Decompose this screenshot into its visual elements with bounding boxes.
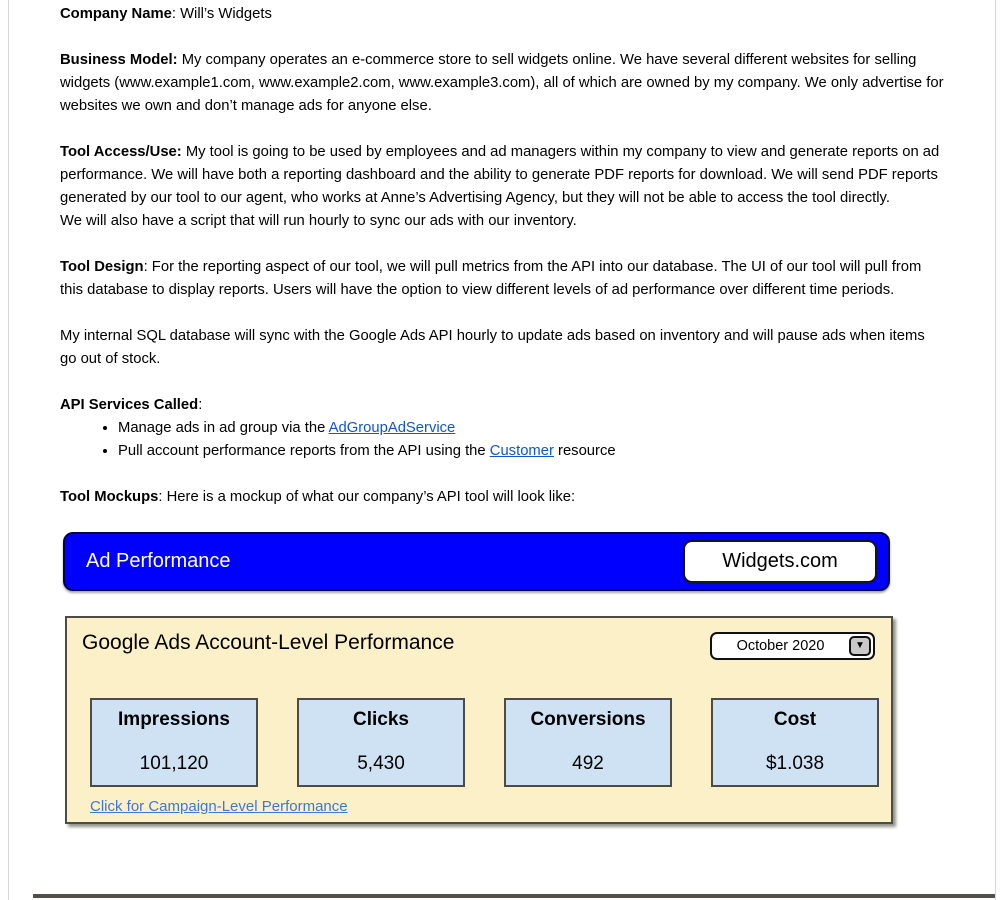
document-body bbox=[60, 3, 944, 824]
metric-label: Cost bbox=[773, 709, 817, 730]
api-services-colon: : bbox=[198, 397, 203, 413]
tool-design-paragraph bbox=[60, 256, 944, 302]
metric-label: Clicks bbox=[353, 709, 409, 730]
tool-mockups-text: : Here is a mockup of what our company’s API tool will look like: bbox=[158, 489, 576, 505]
metric-cards-row bbox=[90, 698, 879, 787]
tool-mockups-paragraph bbox=[60, 486, 944, 509]
company-name-value: : Will’s Widgets bbox=[171, 6, 272, 22]
page-edge-right bbox=[995, 0, 996, 900]
panel-title: Google Ads Account-Level Performance bbox=[82, 631, 455, 654]
bullet-1-text: Manage ads in ad group via the bbox=[118, 420, 329, 436]
tool-access-line2: We will also have a script that will run hourly to sync our ads with our inventory. bbox=[60, 213, 577, 229]
campaign-level-link[interactable]: Click for Campaign-Level Performance bbox=[90, 798, 348, 815]
api-services-list bbox=[60, 417, 944, 463]
tool-access-label: Tool Access/Use: bbox=[60, 144, 182, 160]
metric-card-conversions bbox=[504, 698, 672, 787]
metric-card-impressions bbox=[90, 698, 258, 787]
tool-design-label: Tool Design bbox=[60, 259, 144, 275]
metric-card-cost bbox=[711, 698, 879, 787]
mockup-app-title: Ad Performance bbox=[86, 550, 231, 572]
date-dropdown[interactable] bbox=[710, 632, 875, 660]
metric-label: Conversions bbox=[530, 709, 646, 730]
caret-down-icon: ▼ bbox=[855, 640, 865, 651]
widgets-site-button[interactable]: Widgets.com bbox=[683, 540, 877, 583]
account-performance-panel bbox=[65, 616, 893, 824]
metric-value: 101,120 bbox=[139, 753, 209, 774]
dropdown-arrow-button[interactable] bbox=[849, 636, 871, 656]
business-model-paragraph bbox=[60, 49, 944, 118]
list-item bbox=[118, 417, 944, 440]
page-edge-left bbox=[8, 0, 9, 900]
api-services-label: API Services Called bbox=[60, 397, 199, 413]
bullet-2-text: Pull account performance reports from the API using the bbox=[118, 443, 490, 459]
metric-card-clicks bbox=[297, 698, 465, 787]
tool-mockups-label: Tool Mockups bbox=[60, 489, 159, 505]
business-model-label: Business Model: bbox=[60, 52, 178, 68]
date-dropdown-value: October 2020 bbox=[736, 637, 825, 654]
tool-design-text: : For the reporting aspect of our tool, we will pull metrics from the API into our database. The UI of our tool will pull from this database to display reports. Users will have the option to view different levels of ad performance over different time periods. bbox=[60, 259, 922, 298]
company-name-line bbox=[60, 3, 944, 26]
cutoff-element bbox=[33, 894, 995, 898]
tool-access-text: My tool is going to be used by employees and ad managers within my company to view and generate reports on ad performance. We will have both a reporting dashboard and the ability to generate PDF reports for download. We will send PDF reports generated by our tool to our agent, who works at Anne’s Advertising Agency, but they will not be able to access the tool directly. bbox=[60, 144, 940, 206]
adgroupadservice-link[interactable]: AdGroupAdService bbox=[328, 420, 456, 436]
sql-paragraph: My internal SQL database will sync with the Google Ads API hourly to update ads based on inventory and will pause ads when items go out of stock. bbox=[60, 328, 925, 367]
business-model-text: My company operates an e-commerce store to sell widgets online. We have several different websites for selling widgets (www.example1.com, www.example2.com, www.example3.com), all of which are owned by my company. We only advertise for websites we own and don’t manage ads for anyone else. bbox=[60, 52, 944, 114]
company-name-label: Company Name bbox=[60, 6, 172, 22]
metric-label: Impressions bbox=[118, 709, 230, 730]
bullet-2-post: resource bbox=[553, 443, 616, 459]
customer-resource-link[interactable]: Customer bbox=[489, 443, 554, 459]
list-item bbox=[118, 440, 944, 463]
metric-value: $1.038 bbox=[765, 753, 825, 774]
metric-value: 492 bbox=[572, 753, 604, 774]
tool-access-paragraph bbox=[60, 141, 944, 233]
mockup-app-header bbox=[63, 532, 890, 591]
metric-value: 5,430 bbox=[357, 753, 405, 774]
api-services-heading bbox=[60, 394, 944, 417]
